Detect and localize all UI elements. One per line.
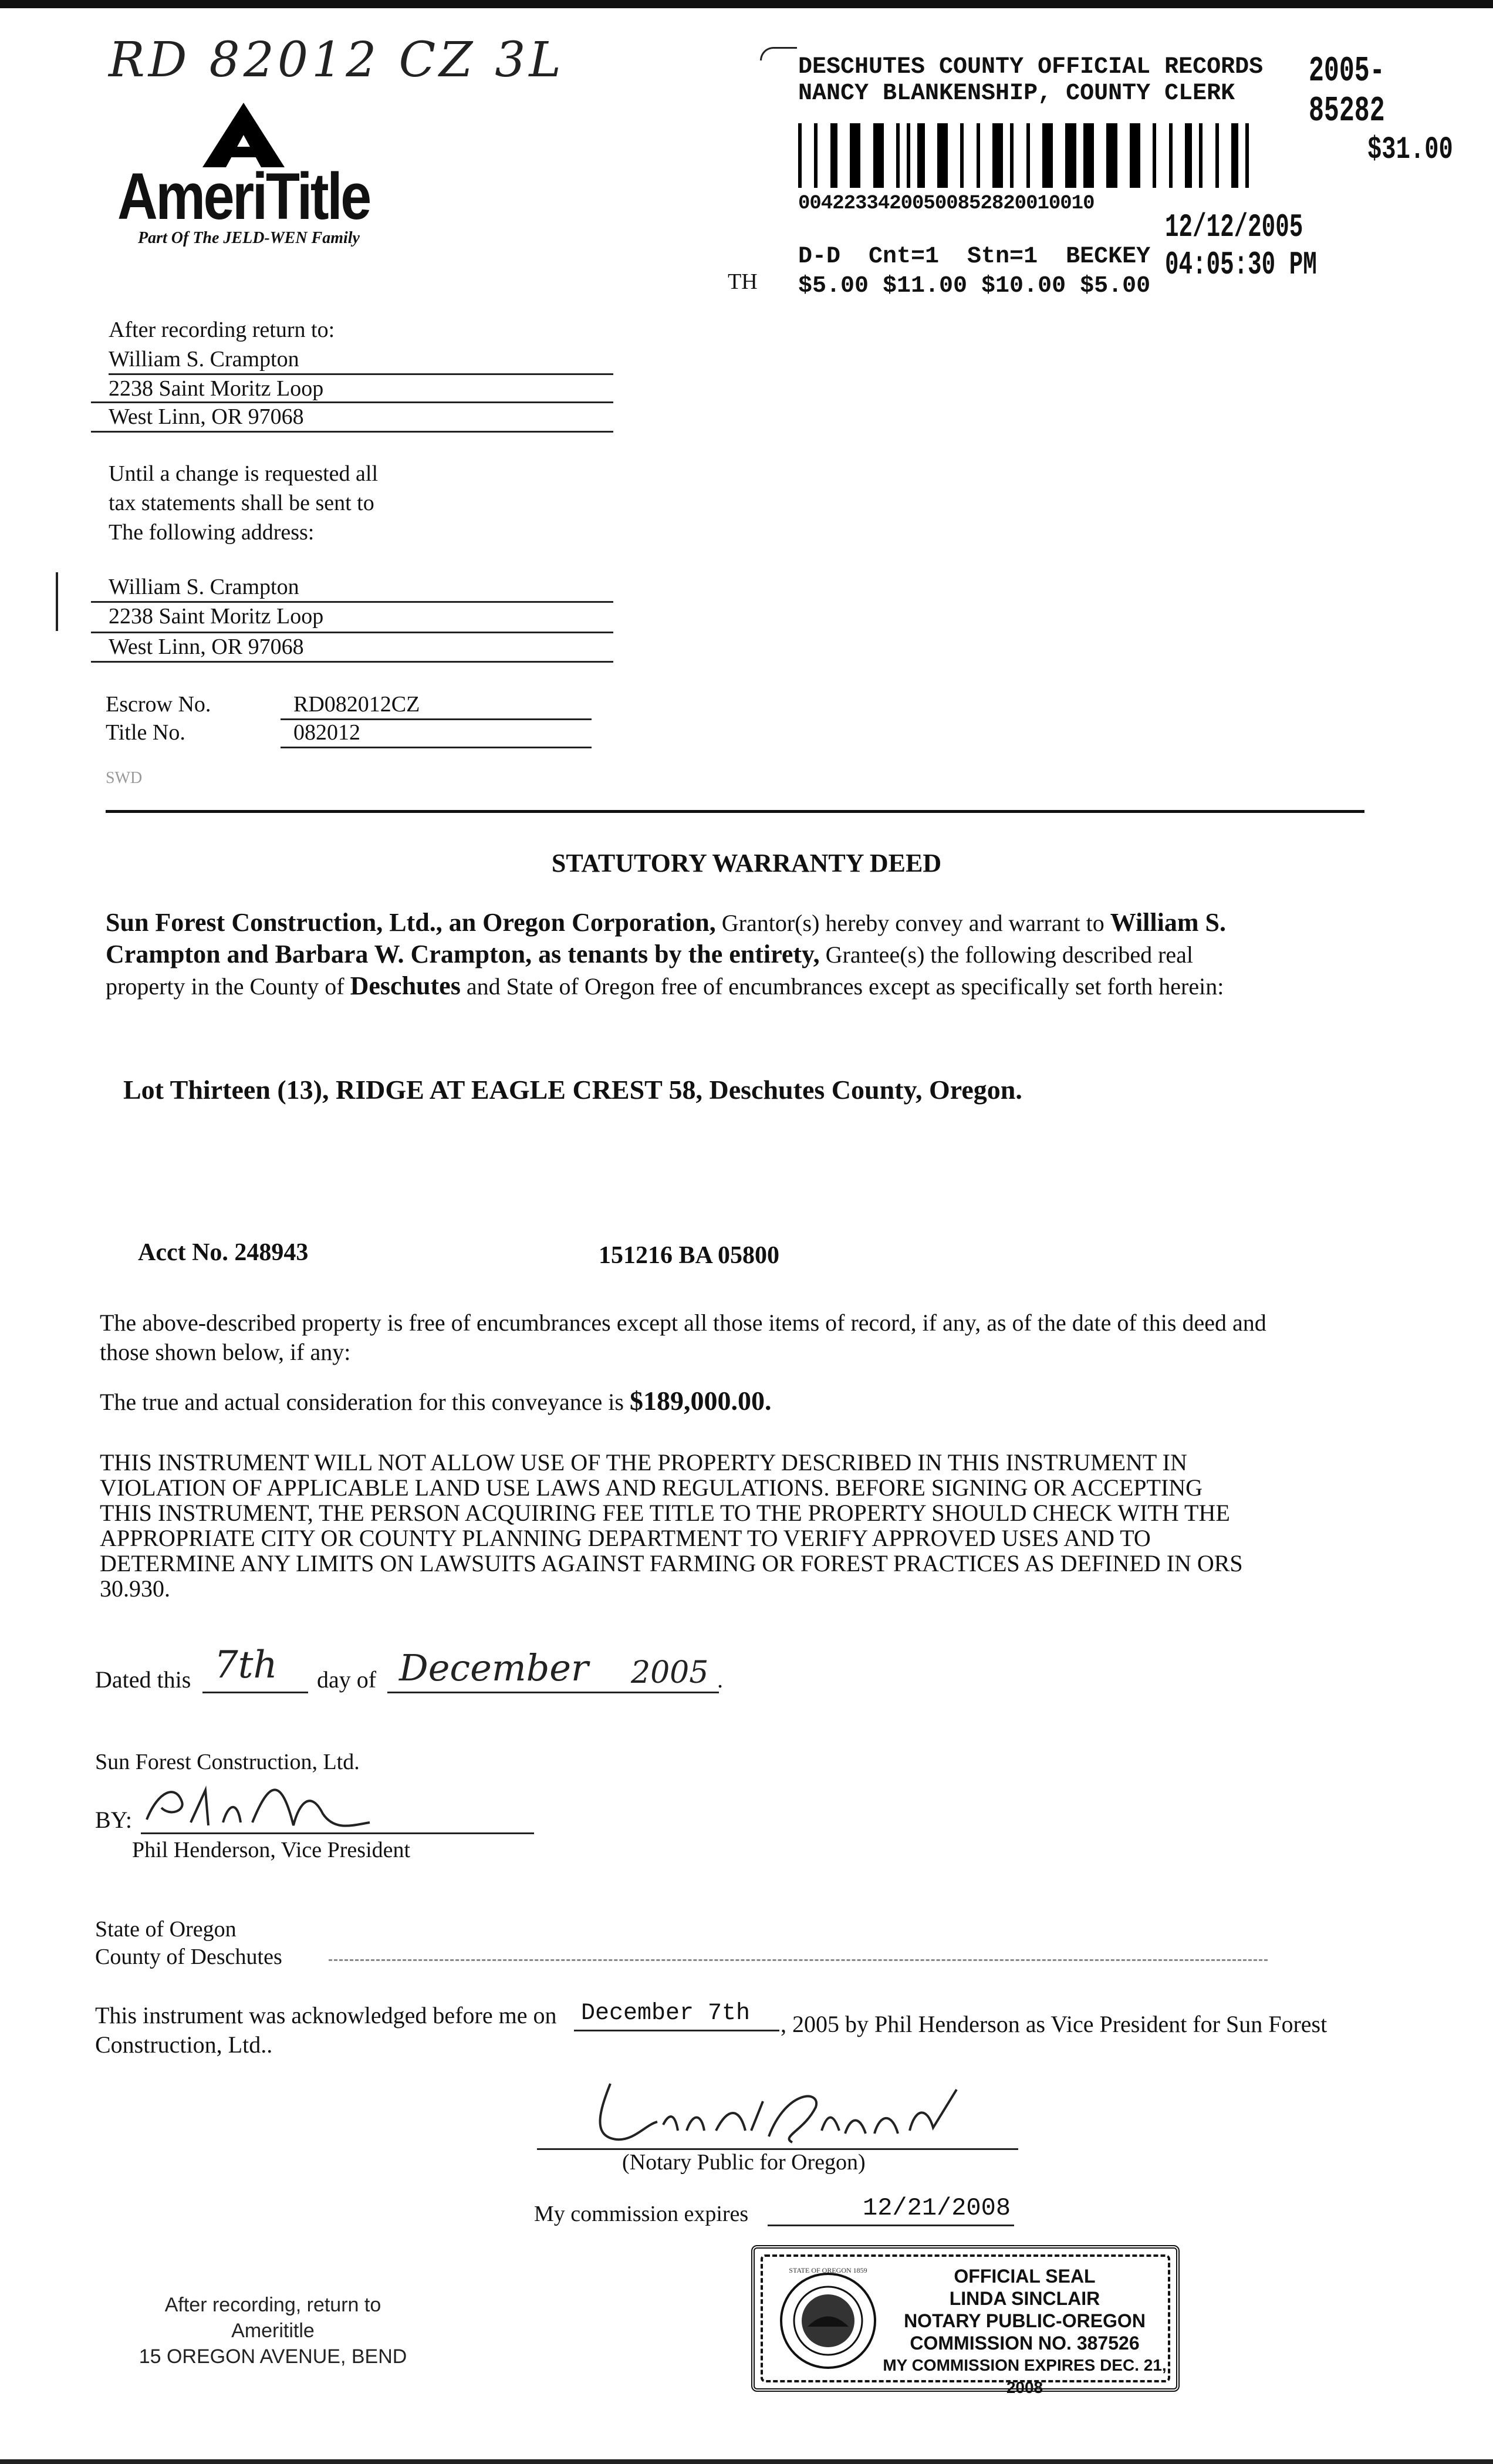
dated-suffix: . — [717, 1666, 723, 1693]
ack-suffix: , 2005 by Phil Henderson as Vice President for Sun Forest — [781, 2011, 1328, 2037]
barcode-bar — [1231, 123, 1238, 188]
return-to-line: West Linn, OR 97068 — [109, 404, 304, 429]
seal-text: OFFICIAL SEAL LINDA SINCLAIR NOTARY PUBLIC-OREGON COMMISSION NO. 387526 MY COMMISSION EXPIRES DEC. 21, 2008 — [883, 2266, 1167, 2397]
barcode-bar — [917, 123, 924, 188]
commission-label: My commission expires — [534, 2202, 749, 2226]
commission-date: 12/21/2008 — [863, 2194, 1011, 2222]
notary-county: County of Deschutes — [95, 1945, 282, 1969]
grantee-name-a: William S. — [1110, 908, 1226, 937]
land-use-warning: THIS INSTRUMENT WILL NOT ALLOW USE OF THE PROPERTY DESCRIBED IN THIS INSTRUMENT IN VIOLATION OF APPLICABLE LAND USE LAWS AND REGULATIONS. BEFORE SIGNING OR ACCEPTING THIS INSTRUMENT, THE PERSON ACQUIRING FEE TITLE TO THE PROPERTY SHOULD CHECK WITH THE APPROPRIATE CITY OR COUNTY PLANNING DEPARTMENT TO VERIFY APPROVED USES AND TO DETERMINE ANY LIMITS ON LAWSUITS AGAINST FARMING OR FOREST PRACTICES AS DEFINED IN ORS 30.930. — [100, 1449, 1243, 1602]
barcode-bar — [830, 123, 837, 188]
section-divider — [106, 810, 1364, 813]
barcode-gap — [1053, 123, 1065, 188]
recording-doc-number: 2005-85282 — [1309, 52, 1385, 131]
underline — [281, 747, 592, 748]
underline — [91, 601, 613, 603]
form-code: SWD — [106, 769, 143, 787]
legal-description: Lot Thirteen (13), RIDGE AT EAGLE CREST 58, Deschutes County, Oregon. — [123, 1075, 1022, 1105]
state-seal-icon — [778, 2271, 878, 2371]
deed-conveyance-paragraph: Sun Forest Construction, Ltd., an Oregon Corporation, Grantor(s) hereby convey and warrant to William S. Crampton and Barbara W. Crampton, as tenants by the entirety, Grantee(s) the following described real property in the County of Deschutes and State of Oregon free of encumbrances except as specifically set forth herein: — [106, 908, 1226, 1000]
barcode-gap — [1192, 123, 1199, 188]
dated-prefix: Dated this — [95, 1666, 191, 1693]
notary-state: State of Oregon — [95, 1917, 237, 1942]
barcode-gap — [860, 123, 873, 188]
underline — [768, 2225, 1014, 2226]
grantor-name: Sun Forest Construction, Ltd., an Oregon Corporation, — [106, 908, 716, 937]
tax-address-line: West Linn, OR 97068 — [109, 634, 304, 659]
barcode-gap — [818, 123, 830, 188]
consideration-amount: $189,000.00. — [630, 1386, 772, 1416]
dated-year: 2005 — [631, 1655, 709, 1690]
title-no-value: 082012 — [293, 720, 360, 745]
return-to-line: William S. Crampton — [109, 347, 299, 372]
underline — [91, 661, 613, 663]
barcode-bar — [1130, 123, 1140, 188]
recording-fee-total: $31.00 — [1367, 132, 1453, 168]
account-number: Acct No. 248943 — [138, 1239, 309, 1266]
recording-clerk: NANCY BLANKENSHIP, COUNTY CLERK — [798, 80, 1235, 107]
barcode-gap — [1030, 123, 1042, 188]
underline — [109, 373, 613, 375]
underline — [91, 401, 613, 403]
escrow-label: Escrow No. — [106, 692, 211, 717]
consideration-statement: The true and actual consideration for this conveyance is $189,000.00. — [100, 1386, 772, 1416]
ack-line2: Construction, Ltd.. — [95, 2031, 273, 2058]
recording-box-corner — [760, 47, 797, 60]
escrow-value: RD082012CZ — [293, 692, 420, 717]
recording-barcode — [798, 123, 1262, 188]
barcode-gap — [925, 123, 937, 188]
return-stamp: After recording, return to Amerititle 15 OREGON AVENUE, BEND — [139, 2294, 407, 2368]
barcode-bar — [1083, 123, 1094, 188]
barcode-gap — [948, 123, 960, 188]
recording-fees: $5.00 $11.00 $10.00 $5.00 — [798, 273, 1151, 299]
recording-codes: D-D Cnt=1 Stn=1 BECKEY — [798, 244, 1151, 270]
barcode-bar — [1042, 123, 1053, 188]
dated-day: 7th — [214, 1643, 278, 1687]
underline — [387, 1692, 719, 1693]
barcode-gap — [884, 123, 896, 188]
encumbrance-line: those shown below, if any: — [100, 1339, 351, 1365]
barcode-gap — [802, 123, 814, 188]
barcode-gap — [980, 123, 992, 188]
underline — [202, 1692, 308, 1693]
barcode-gap — [1076, 123, 1083, 188]
barcode-gap — [1140, 123, 1153, 188]
signer-company: Sun Forest Construction, Ltd. — [95, 1750, 360, 1774]
dated-month: December — [399, 1646, 589, 1689]
deed-title: STATUTORY WARRANTY DEED — [551, 849, 942, 877]
signer-name-title: Phil Henderson, Vice President — [132, 1838, 411, 1862]
barcode-bar — [992, 123, 1003, 188]
tax-heading-line: The following address: — [109, 520, 315, 545]
ack-date: December 7th — [581, 2000, 751, 2027]
barcode-gap — [1094, 123, 1106, 188]
barcode-gap — [837, 123, 850, 188]
recording-office: DESCHUTES COUNTY OFFICIAL RECORDS — [798, 54, 1264, 80]
logo-tagline: Part Of The JELD-WEN Family — [138, 229, 360, 247]
grantee-name-b: Crampton and Barbara W. Crampton, as tenants by the entirety, — [106, 940, 820, 968]
barcode-bar — [1185, 123, 1192, 188]
barcode-gap — [1173, 123, 1185, 188]
encumbrance-line: The above-described property is free of encumbrances except all those items of record, if any, as of the date of this deed and — [100, 1309, 1266, 1336]
barcode-gap — [1014, 123, 1026, 188]
tax-heading-line: Until a change is requested all — [109, 461, 379, 486]
signature-linda-sinclair — [575, 2066, 998, 2154]
notary-role: (Notary Public for Oregon) — [622, 2150, 866, 2175]
barcode-gap — [1219, 123, 1231, 188]
underline — [91, 632, 613, 633]
barcode-gap — [1003, 123, 1010, 188]
title-no-label: Title No. — [106, 720, 185, 745]
tax-address-line: 2238 Saint Moritz Loop — [109, 604, 324, 629]
official-notary-seal — [751, 2245, 1180, 2397]
barcode-gap — [910, 123, 917, 188]
margin-mark — [56, 572, 58, 631]
scan-dash-artifacts — [329, 1959, 1268, 1961]
barcode-gap — [1249, 123, 1261, 188]
underline — [574, 2030, 779, 2031]
logo-wordmark: AmeriTitle — [117, 160, 370, 233]
barcode-gap — [1117, 123, 1130, 188]
dated-mid: day of — [317, 1666, 377, 1693]
barcode-gap — [1156, 123, 1168, 188]
barcode-gap — [964, 123, 976, 188]
county-name: Deschutes — [350, 971, 461, 1000]
tax-heading-line: tax statements shall be sent to — [109, 491, 374, 515]
handwritten-reference: RD 82012 CZ 3L — [109, 32, 565, 88]
recording-barcode-digits: 00422334200500852820010010 — [798, 193, 1095, 215]
ack-prefix: This instrument was acknowledged before me on — [95, 2002, 557, 2028]
seal-emblem-text: STATE OF OREGON 1859 — [789, 2266, 867, 2274]
ameritite-logo — [117, 100, 393, 252]
barcode-bar — [873, 123, 884, 188]
tax-address-line: William S. Crampton — [109, 575, 299, 599]
signature-phil-henderson — [135, 1767, 381, 1837]
map-tax-lot: 151216 BA 05800 — [599, 1242, 780, 1269]
return-to-line: 2238 Saint Moritz Loop — [109, 376, 324, 401]
barcode-gap — [1238, 123, 1245, 188]
barcode-bar — [850, 123, 860, 188]
scan-bottom-border — [0, 2459, 1493, 2464]
recording-timestamp: 12/12/2005 04:05:30 PM — [1165, 208, 1317, 283]
recording-initials: TH — [728, 269, 758, 294]
barcode-bar — [1106, 123, 1117, 188]
barcode-gap — [1202, 123, 1215, 188]
underline — [91, 431, 613, 433]
barcode-bar — [937, 123, 948, 188]
barcode-bar — [1065, 123, 1076, 188]
signature-line — [141, 1832, 534, 1834]
barcode-gap — [900, 123, 907, 188]
scan-top-border — [0, 0, 1493, 8]
return-to-heading: After recording return to: — [109, 318, 335, 342]
signer-by: BY: — [95, 1807, 133, 1833]
